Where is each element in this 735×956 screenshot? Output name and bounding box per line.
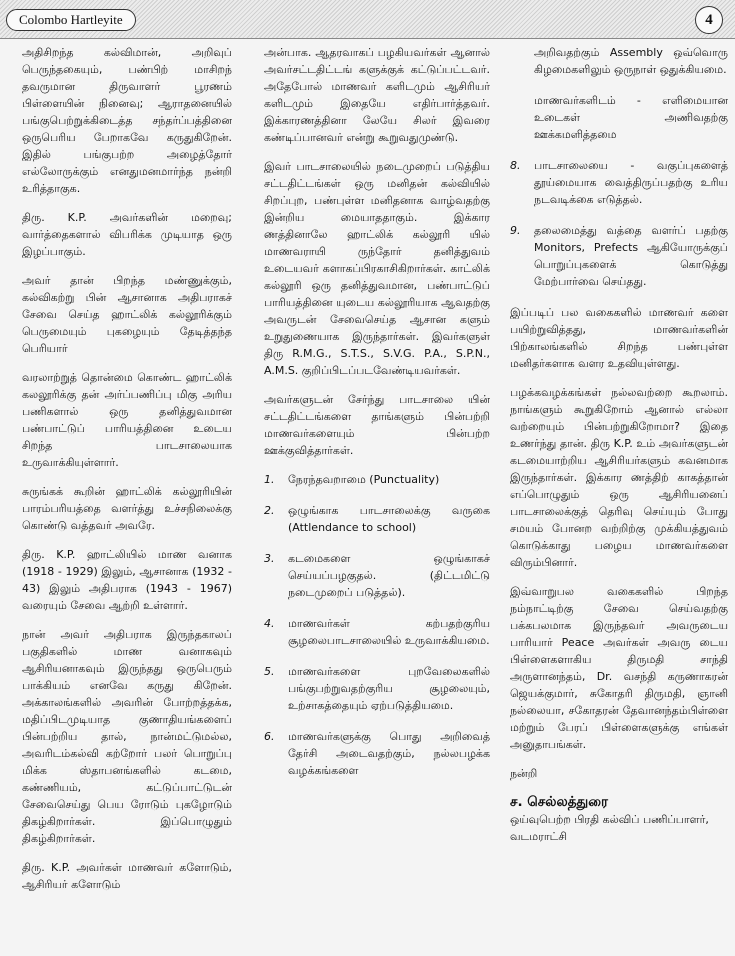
list-item [264,502,490,536]
signature-place: வடமராட்சி [510,830,567,843]
rules-list-continued [510,44,728,290]
list-text: கடமைகளை ஒழுங்காகச் செய்யப்பழகுதல். (திட்டமிட்டு நடைமுறைப் படுத்தல்). [288,552,490,599]
paragraph: அவர் தான் பிறந்த மண்ணுக்கும், கல்விகற்று பின் ஆசானாக அதிபராகச் சேவை செய்த ஹாட்லிக் கல்லூரிக்கும் பெருமையும் புகழையும் தேடித்தந்த பெரியார் [22,274,232,355]
list-number: 2. [264,504,275,517]
list-item [264,663,490,714]
page-header [0,0,735,39]
list-text: தலைமைத்து வத்தை வளர்ப் பதற்கு Monitors, Prefects ஆகியோருக்குப் பொறுப்புகளைக் கொடுத்து மேற்பார்வை செய்தது. [534,224,728,288]
list-number: 9. [510,224,521,237]
publication-title: Colombo Hartleyite [6,9,136,31]
list-text: மாணவர்களை புறவேலைகளில் பங்குபற்றுவதற்குரிய சூழலையும், உற்சாகத்தையும் ஏற்படுத்தியமை. [288,665,490,712]
list-text: ஒழுங்காக பாடசாலைக்கு வருகை (Attlendance to school) [288,504,490,534]
paragraph: அன்பாக. ஆதரவாகப் பழகியவர்கள் ஆனால் அவர்சட்டதிட்டங் களுக்குக் கட்டுப்பட்டவர். அதேபோல் மாணவர் களிடமும் ஆசிரியர் களிடமும் இதையே எதிர்பார்த்தவர். இக்காரணத்தினா லேயே சிலர் இவரை கண்டிப்பானவர் என்று கூறுவதுமுண்டு. [264,46,490,144]
list-item [264,471,490,488]
list-item [264,550,490,601]
list-number: 4. [264,617,275,630]
paragraph: திரு. K.P. அவர்களின் மறைவு; வார்த்தைகளால் விபரிக்க முடியாத ஒரு இழப்பாகும். [22,211,232,258]
list-text: பாடசாலையை - வகுப்புகளைத் தூய்மையாக வைத்திருப்பதற்கு உரிய நடவடிக்கை எடுத்தல். [534,159,728,206]
list-item [510,157,728,208]
page-number: 4 [695,6,723,34]
rules-list [264,471,490,779]
column-3 [510,44,728,845]
closing-thanks: நன்றி [510,767,538,780]
column-2 [264,44,490,793]
list-number [510,44,534,78]
paragraph: இவ்வாறுபல வகைகளில் பிறந்த நம்நாட்டிற்கு சேவை செய்வதற்கு பக்கபலமாக இருந்தவர் அவருடைய பாரியார் Peace அவர்கள் அவரு டைய பிள்ளைகளாகிய திருமதி சாந்தி அருளானந்தம், Dr. வசந்தி கருணாகரன் ஜெயக்குமார், சுகோதரி திருமதி, ஞானி நல்லையா, சகோதரன் தேவானந்தம்பிள்ளை மற்றும் பேரப் பிள்ளைகளுக்கு எங்கள் அனுதாபங்கள். [510,585,728,751]
paragraph: திரு. K.P. ஹாட்லியில் மாண வனாக (1918 - 1929) இலும், ஆசானாக (1932 - 43) இலும் அதிபராக (1943 - 1967) வரையும் சேவை ஆற்றி உள்ளார். [22,548,232,612]
paragraph: நான் அவர் அதிபராக இருந்தகாலப் பகுதிகளில் மாண வனாகவும் ஆசிரியனாகவும் இருந்தது ஒருபெரும் பாக்கியம் எனவே கருது கிறேன். அக்காலங்களில் அவரின் போற்றத்தக்க, மதிப்பிடமுடியாத குணாதியங்களைப் பின்பற்றிய தால், நான்மட்டுமல்ல, அவரிடம்கல்வி கற்றோர் பலர் பொறுப்பு மிக்க ஸ்தாபனங்களில் கடமை, கண்ணியம், கட்டுப்பாட்டுடன் சேவைசெய்து பெய ரோடும் புகழோடும் திகழ்கிறார்கள். இப்பொழுதும் திகழ்கிறார்கள். [22,628,232,845]
list-number [510,92,534,143]
paragraph: சுருங்கக் கூறின் ஹாட்லிக் கல்லூரியின் பாரம்பரியத்தை வளர்த்து உச்சநிலைக்கு கொண்டு வத்தவர் அவரே. [22,485,232,532]
list-text: மாணவர்களுக்கு பொது அறிவைத் தேர்சி அடைவதற்கும், நல்லபழக்க வழக்கங்களை [288,730,490,777]
list-number: 5. [264,665,275,678]
signature-name: ச. செல்லத்துரை [510,794,608,810]
paragraph: திரு. K.P. அவர்கள் மாணவர் களோடும், ஆசிரியர் களோடும் [22,861,232,891]
list-text: மாணவர்களிடம் - எளிமையான உடைகள் அணிவதற்கு ஊக்கமளித்தமை [534,94,728,141]
signature-title: ஒய்வுபெற்ற பிரதி கல்விப் பணிப்பாளர், [510,813,709,826]
list-number: 1. [264,473,275,486]
list-item [510,44,728,78]
list-number: 6. [264,730,275,743]
paragraph: அவர்களுடன் சேர்ந்து பாடசாலை யின் சட்டதிட்டங்களை தாங்களும் பின்பற்றி மாணவர்களையும் பின்பற்ற ஊக்குவித்தார்கள். [264,393,490,457]
paragraph: அதிசிறந்த கல்விமான், அறிவுப் பெருந்தகையும், பண்பிற் மாசிறந் தவருமான திருவாளர் பூரணம் பிள்ளையின் நினைவு; ஆராதனையில் பங்குபெற்றுக்கிடைத்த சந்தர்ப்பத்தினை ஒருபெரிய பேறாகவே கருதுகிறேன். இதில் பங்குபற்ற அழைத்தோர் எல்லோருக்கும் எனதுமனமார்ந்த நன்றி உரித்தாகுக. [22,46,232,195]
list-item [264,728,490,779]
list-item [510,92,728,143]
list-number: 8. [510,159,521,172]
paragraph: வரலாற்றுத் தொன்மை கொண்ட ஹாட்லிக் கலலூரிக்கு தன் அர்ப்பணிப்பு மிகு அரிய பணிகளால் ஒரு தனித்துவமான பண்பாட்டுப் பாரியத்தினை உடைய சிறந்த பாடசாலையாக உருவாக்கியுள்ளார். [22,371,232,469]
list-text: அறிவதற்கும் Assembly ஒவ்வொரு கிழமைகளிலும் ஒருநாள் ஒதுக்கியமை. [534,46,728,76]
list-number: 3. [264,552,275,565]
paragraph: பழக்கவழக்கங்கள் நல்லவற்றை கூறலாம். நாங்களும் கூறுகிறோம் ஆனால் எல்லா வற்றையும் பின்பற்றுகிறோமா? இதை உணர்ந்து தான். திரு K.P. உம் அவர்களுடன் கடமையாற்றிய ஆசிரியர்களும் கவனமாக இருந்தார்கள். இக்கார ணத்திற் காகத்தான் எப்பொழுதும் ஒரு ஆசிரியனைப் பாடசாலைக்குத் தெரிவு செய்யும் போது சமயம் போனற வற்றிற்கு முக்கியத்துவம் கொடுக்காது பழைய மாணவர்களை விரும்பினார். [510,386,728,569]
list-item [264,615,490,649]
list-text: நேரந்தவறாமை (Punctuality) [288,473,440,486]
list-item [510,222,728,290]
paragraph: இவர் பாடசாலையில் நடைமுறைப் படுத்திய சட்டதிட்டங்கள் ஒரு மனிதன் கல்வியில் சிறப்புற, பண்புள்ள மனிதனாக வாழ்வதற்கு இன்றிய மையாததாகும். இக்கார ணத்தினாலே ஹாட்லிக் கல்லூரி யில் மாணவராயி ருந்தோர் தனித்துவம் உடையவர் களாகப்பிரகாசிகிறார்கள். காட்லிக் கல்லூரி ஒரு தனித்துவமான, பண்பாட்டுப் பாரியத்தினை யுடைய கல்லூரியாக ஆவதற்கு அவருடன் சேவைசெய்த ஆசான களும் உறுதுணையாக இருந்தார்கள். இவர்களுள் திரு R.M.G., S.T.S., S.V.G. P.A., S.P.N., A.M.S. குறிப்பிடப்படவேண்டியவர்கள். [264,160,490,377]
paragraph: இப்படிப் பல வகைகளில் மாணவர் களை பயிற்றுவித்தது, மாணவர்களின் பிற்காலங்களில் சிறந்த பண்புள்ள மனிதர்களாக வளர உதவியுள்ளது. [510,306,728,370]
column-1 [22,44,232,905]
list-text: மாணவர்கள் கற்பதற்குரிய சூழலைபாடசாலையில் உருவாக்கியமை. [288,617,490,647]
